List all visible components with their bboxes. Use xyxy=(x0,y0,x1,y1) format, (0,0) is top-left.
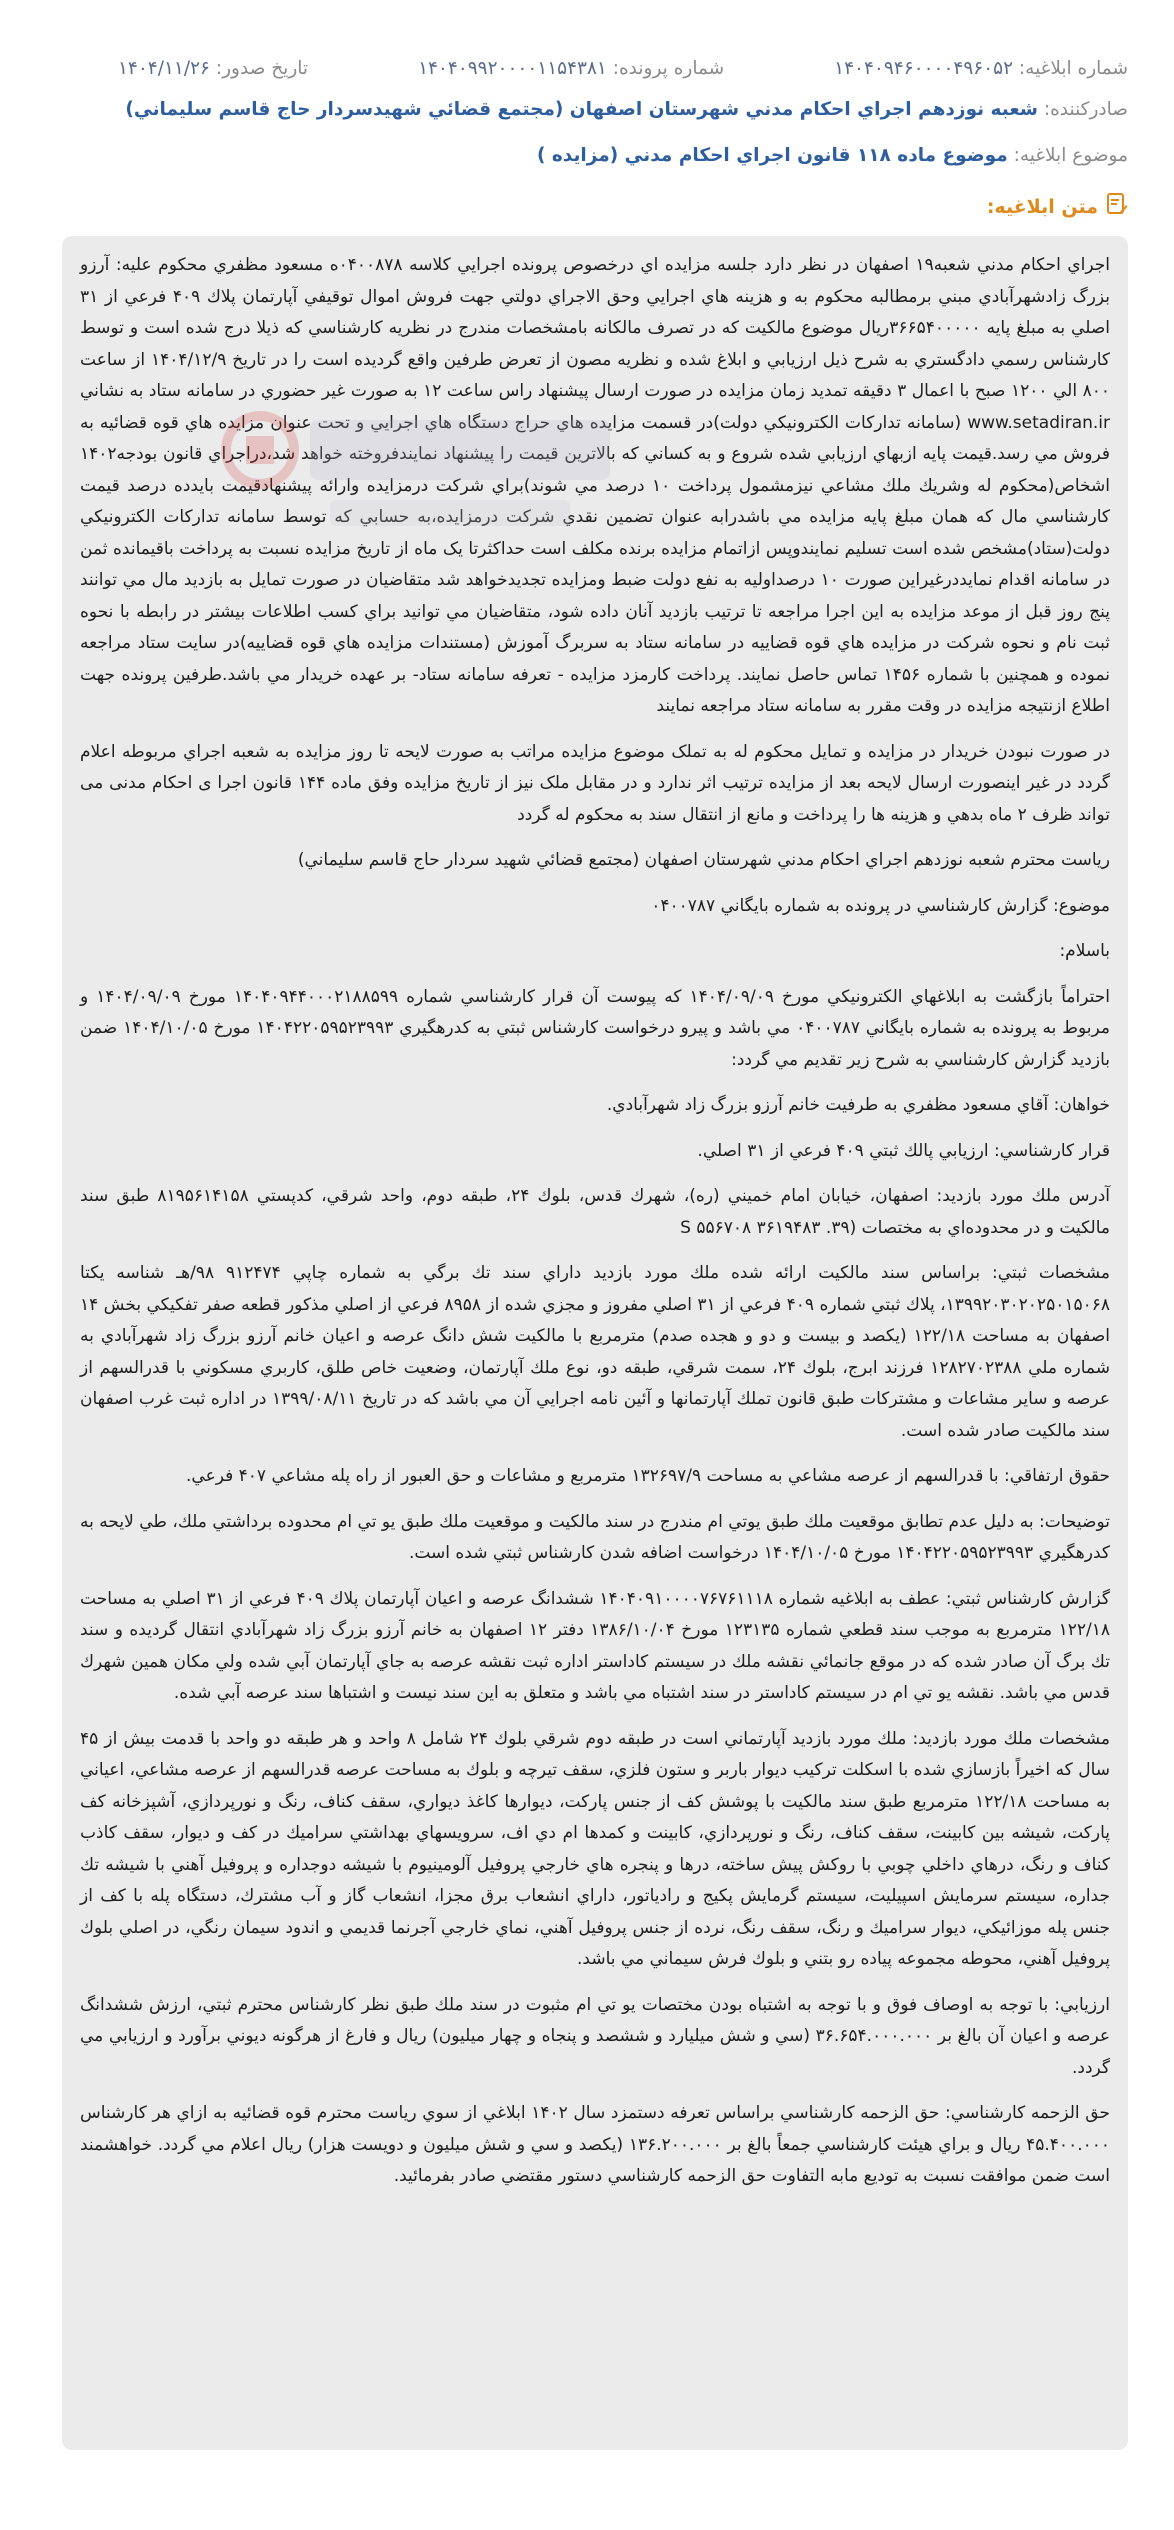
paragraph-introduction: احتراماً بازگشت به ابلاغهاي الكترونيكي مورخ ۱۴۰۴/۰۹/۰۹ كه پيوست آن قرار كارشناسي شماره ۱۴۰۴۰۹۴۴۰۰۰۲۱۸۸۵۹۹ مورخ ۱۴۰۴/۰۹/۰۹ و مربوط به پرونده به شماره بايگاني ۰۴۰۰۷۸۷ مي باشد و پيرو درخواست كارشناس ثبتي به كدرهگيري ۱۴۰۴۲۲۰۵۹۵۲۳۹۹۳ مورخ ۱۴۰۴/۱۰/۰۵ ضمن بازديد گزارش كارشناسي به شرح زير تقديم مي گردد: xyxy=(80,986,1110,1070)
subject-row xyxy=(46,136,1128,176)
paragraph-property-address: آدرس ملك مورد بازديد: اصفهان، خيابان امام خميني (ره)، شهرك قدس، بلوك ۲۴، طبقه دوم، واحد شرقي، كدپستي ۸۱۹۵۶۱۴۱۵۸ طبق سند مالكيت و در محدوده‌اي به مختصات (۳۹. ۳۶۱۹۴۸۳ ۵۵۶۷۰۸ S xyxy=(80,1186,1110,1238)
case-number-value: ۱۴۰۴۰۹۹۲۰۰۰۰۱۱۵۴۳۸۱ xyxy=(418,58,607,79)
case-number xyxy=(418,52,724,86)
notice-meta-row xyxy=(46,52,1128,86)
issue-date-label: تاريخ صدور: xyxy=(215,58,309,79)
paragraph-expert-fee: حق الزحمه كارشناسي: حق الزحمه كارشناسي براساس تعرفه دستمزد سال ۱۴۰۲ ابلاغي از سوي رياست محترم قوه قضائيه به ازاي هر كارشناس ۴۵.۴۰۰.۰۰۰ ريال و براي هيئت كارشناسي جمعاً بالغ بر ۱۳۶.۲۰۰.۰۰۰ (يكصد و سي و شش ميليون و دويست هزار) ريال اعلام مي گردد. خواهشمند است ضمن موافقت نسبت به توديع مابه التفاوت حق الزحمه كارشناسي دستور مقتضي صادر بفرمائيد. xyxy=(80,2103,1110,2186)
subject-label: موضوع ابلاغيه: xyxy=(1013,145,1128,166)
notice-number-label: شماره ابلاغيه: xyxy=(1018,58,1128,79)
notice-text-heading-label: متن ابلاغيه: xyxy=(986,195,1098,218)
paragraph-expert-order: قرار كارشناسي: ارزيابي پالك ثبتي ۴۰۹ فرعي از ۳۱ اصلي. xyxy=(697,1140,1110,1161)
issue-date-value: ۱۴۰۴/۱۱/۲۶ xyxy=(117,58,210,79)
paragraph-registry-details: مشخصات ثبتي: براساس سند مالكيت ارائه شده ملك مورد بازديد داراي سند تك برگي به شماره چاپي ۹۱۲۴۷۴ ۹۸/هـ شناسه يكتا ۱۳۹۹۲۰۳۰۲۰۲۵۰۱۵۰۶۸، پلاك ثبتي شماره ۴۰۹ فرعي از ۳۱ اصلي مفروز و مجزي شده از ۸۹۵۸ فرعي از اصلي مذكور قطعه صفر تفكيكي بخش ۱۴ اصفهان به مساحت ۱۲۲/۱۸ (يكصد و بيست و دو و هجده صدم) مترمربع با مالكيت شش دانگ عرصه و اعيان خانم آرزو بزرگ زاد شهرآبادي به شماره ملي ۱۲۸۲۷۰۲۳۸۸ فرزند ابرج، بلوك ۲۴، سمت شرقي، طبقه دو، نوع ملك آپارتمان، وضعيت خاص طلق، كاربري مسكوني با قدرالسهم از عرصه و ساير مشاعات و مشتركات طبق قانون تملك آپارتمانها و آئين نامه اجرايي آن مي باشد كه در تاريخ ۱۳۹۹/۰۸/۱۱ در اداره ثبت غرب اصفهان سند مالكيت صادر شده است. xyxy=(80,1263,1111,1441)
paragraph-addressee: رياست محترم شعبه نوزدهم اجراي احكام مدني شهرستان اصفهان (مجتمع قضائي شهيد سردار حاج قاسم سليماني) xyxy=(297,850,1110,870)
issue-date xyxy=(118,52,308,86)
paragraph-auction-announcement: اجراي احكام مدني شعبه۱۹ اصفهان در نظر دارد جلسه مزايده اي درخصوص پرونده اجرايي كلاسه ۰۴۰۰۸۷۸ه مسعود مظفري محكوم عليه: آرزو بزرگ زادشهرآبادي مبني برمطالبه محکوم به و هزينه هاي اجرايي وحق الاجراي دولتي جهت فروش اموال توقيفي آپارتمان پلاك ۴۰۹ فرعي از ۳۱ اصلي به مبلغ پايه ۳۶۶۵۴۰۰۰۰۰ريال موضوع مالكيت كه در تصرف مالكانه بامشخصات مندرج در نظريه كارشناسي كه ذيلا درج شده است و توسط كارشناس رسمي دادگستري به شرح ذيل ارزيابي و ابلاغ شده و نظريه مصون از تعرض طرفين واقع گرديده است را در تاريخ ۱۴۰۴/۱۲/۹ از ساعت ۸۰۰ الي ۱۲۰۰ صبح با اعمال ۳ دقيقه تمديد زمان مزايده در صورت ارسال پيشنهاد راس ساعت ۱۲ به صورت غير حضوري در سامانه ستاد به نشاني www.setadiran.ir (سامانه تداركات الكترونيكي دولت)در قسمت مزايده هاي حراج دستگاه هاي اجرايي و تحت عنوان مزايده هاي قوه قضائيه به فروش مي رسد.قيمت پايه ازبهاي ارزيابي شده شروع و به كساني كه بالاترين قيمت را پيشنهاد نمايندفروخته خواهد شد،دراجراي قانون بودجه۱۴۰۲ اشخاص(محكوم له وشريك ملك مشاعي نيزمشمول پرداخت ۱۰ درصد مي شوند)براي شركت درمزايده وارائه پيشنهادقيمت بايدده درصد قيمت كارشناسي مال كه همان مبلغ پايه مزايده مي باشدرابه عنوان تضمين نقدي شركت درمزايده،به حسابي كه توسط سامانه تداركات الكترونيكي دولت(ستاد)مشخص شده است تسليم نمايندوپس ازاتمام مزايده برنده مكلف است حداكثرتا يک ماه از تاريخ مزايده نسبت به پرداخت باقيمانده ثمن در سامانه اقدام نمايددرغيراين صورت ۱۰ درصداوليه به نفع دولت ضبط ومزايده تجديدخواهد شد متقاضيان در صورت تمايل به بازديد مال مي توانند پنج روز قبل از موعد مزايده به اين اجرا مراجعه تا ترتيب بازديد آنان داده شود، متقاضيان مي توانيد براي كسب اطلاعات بيشتر در رابطه با نحوه ثبت نام و نحوه شركت در مزايده هاي قوه قضاييه در سامانه ستاد به سربرگ آموزش (مستندات مزايده هاي قوه قضاييه)در سايت ستاد مراجعه نموده و همچنين با شماره ۱۴۵۶ تماس حاصل نمايند. پرداخت كارمزد مزايده - تعرفه سامانه ستاد- بر عهده خريدار مي باشد.طرفين پرونده جهت اطلاع ازنتيجه مزايده در وقت مقرر به سامانه ستاد مراجعه نمايند xyxy=(80,255,1111,716)
paragraph-easement-rights: حقوق ارتفاقي: با قدرالسهم از عرصه مشاعي به مساحت ۱۳۲۶۹۷/۹ مترمربع و مشاعات و حق العبور از راه پله مشاعي ۴۰۷ فرعي. xyxy=(186,1466,1110,1486)
paragraph-greeting: باسلام: xyxy=(1059,941,1110,961)
issuer-label: صادرکننده: xyxy=(1043,99,1128,120)
notice-text-heading xyxy=(46,192,1128,221)
notice-header xyxy=(0,0,1174,221)
issuer-value: شعبه نوزدهم اجراي احكام مدني شهرستان اصفهان (مجتمع قضائي شهيدسردار حاج قاسم سليماني) xyxy=(125,99,1038,120)
paragraph-report-subject: موضوع: گزارش كارشناسي در پرونده به شماره بايگاني ۰۴۰۰۷۸۷ xyxy=(651,895,1110,916)
notice-number-value: ۱۴۰۴۰۹۴۶۰۰۰۰۴۹۶۰۵۲ xyxy=(834,58,1014,79)
paragraph-property-specs: مشخصات ملك مورد بازديد: ملك مورد بازديد آپارتماني است در طبقه دوم شرقي بلوك ۲۴ شامل ۸ واحد و هر طبقه دو واحد با قدمت بيش از ۴۵ سال كه اخيراً بازسازي شده با اسكلت تركيب ديوار باربر و ستون فلزي، سقف تيرچه و بلوك به مساحت عرصه قدرالسهم از عرصه مشاعي، اعياني به مساحت ۱۲۲/۱۸ مترمربع طبق سند مالكيت با پوشش كف از جنس پاركت، ديوارها كاغذ ديواري، سقف كناف، رنگ و نورپردازي، آشپزخانه كف پاركت، شيشه بين كابينت، سقف كناف، رنگ و نورپردازي، كابينت و كمدها ام دي اف، سرويسهاي بهداشتي سراميك در كف و ديوار، سقف كاذب كناف و رنگ، درهاي داخلي چوبي با روكش پيش ساخته، درها و پنجره هاي خارجي پروفيل آلومينيوم با شيشه دوجداره و پروفيل آهني با شيشه تك جداره، سيستم سرمايش اسپيليت، سيستم گرمايش پكيج و رادياتور، داراي انشعاب برق مجزا، انشعاب گاز و آب مشترك، دستگاه پله با كف از جنس پله موزائيكي، ديوار سراميك و رنگ، سقف رنگ، نرده از جنس پروفيل آهني، نماي خارجي آجرنما قديمي و اندود سيمان رنگي، در اصلي بلوك پروفيل آهني، محوطه مجموعه پياده رو بتني و بلوك فرش سيماني مي باشد. xyxy=(80,1728,1111,1969)
paragraph-valuation: ارزيابي: با توجه به اوصاف فوق و با توجه به اشتباه بودن مختصات يو تي ام مثبوت در سند ملك طبق نظر كارشناس محترم ثبتي، ارزش ششدانگ عرصه و اعيان آن بالغ بر ۳۶.۶۵۴.۰۰۰.۰۰۰ (سي و شش ميليارد و ششصد و پنجاه و چهار ميليون) ريال و فارغ از هرگونه ديوني برآورد و ارزيابي مي گردد. xyxy=(80,1994,1110,2078)
paragraph-registry-expert-report: گزارش كارشناس ثبتي: عطف به ابلاغيه شماره ۱۴۰۴۰۹۱۰۰۰۰۷۶۷۶۱۱۱۸ ششدانگ عرصه و اعيان آپارتمان پلاك ۴۰۹ فرعي از ۳۱ اصلي به مساحت ۱۲۲/۱۸ مترمربع به موجب سند قطعي شماره ۱۲۳۱۳۵ مورخ ۱۳۸۶/۱۰/۰۴ دفتر ۱۲ اصفهان به خانم آرزو بزرگ زاد شهرآبادي انتقال گرديده و سند تك برگ آن صادر شده كه در موقع جانمائي نقشه ملك در سيستم كاداستر اداره ثبت نقشه عرصه به جاي آپارتمان آبي شده ولي مكان همين شهرك قدس مي باشد. نقشه يو تي ام در سيستم كاداستر در سند اشتباه مي باشد و متعلق به اين سند نيست و اشتباها سند عرصه آبي شده. xyxy=(80,1588,1111,1703)
subject-value: موضوع ماده ۱۱۸ قانون اجراي احكام مدني (مزايده ) xyxy=(536,145,1008,166)
paragraph-no-buyer: در صورت نبودن خريدار در مزايده و تمايل محکوم له به تملک موضوع مزايده مراتب به صورت لايحه تا روز مزايده به شعبه اجراي مربوطه اعلام گردد در غير اينصورت ارسال لايحه بعد از مزايده ترتيب اثر ندارد و در مقابل ملک نيز از تاريخ مزايده وفق ماده ۱۴۴ قانون اجرا ی احکام مدنی می تواند ظرف ۲ ماه بدهي و هزينه ها را پرداخت و مانع از انتقال سند به محکوم له گردد xyxy=(80,741,1110,825)
paragraph-explanations: توضيحات: به دليل عدم تطابق موقعيت ملك طبق يوتي ام مندرج در سند مالكيت و موقعيت ملك طبق يو تي ام محدوده برداشتي ملك، طي لايحه به كدرهگيري ۱۴۰۴۲۲۰۵۹۵۲۳۹۹۳ مورخ ۱۴۰۴/۱۰/۰۵ درخواست اضافه شدن كارشناس ثبتي شده است. xyxy=(80,1511,1110,1563)
issuer-row xyxy=(46,90,1128,130)
notice-number xyxy=(834,52,1128,86)
document-pen-icon xyxy=(1098,192,1128,221)
case-number-label: شماره پرونده: xyxy=(612,58,725,79)
notice-text-box xyxy=(62,236,1128,2450)
paragraph-plaintiff: خواهان: آقاي مسعود مظفري به طرفيت خانم آرزو بزرگ زاد شهرآبادي. xyxy=(606,1095,1110,1115)
